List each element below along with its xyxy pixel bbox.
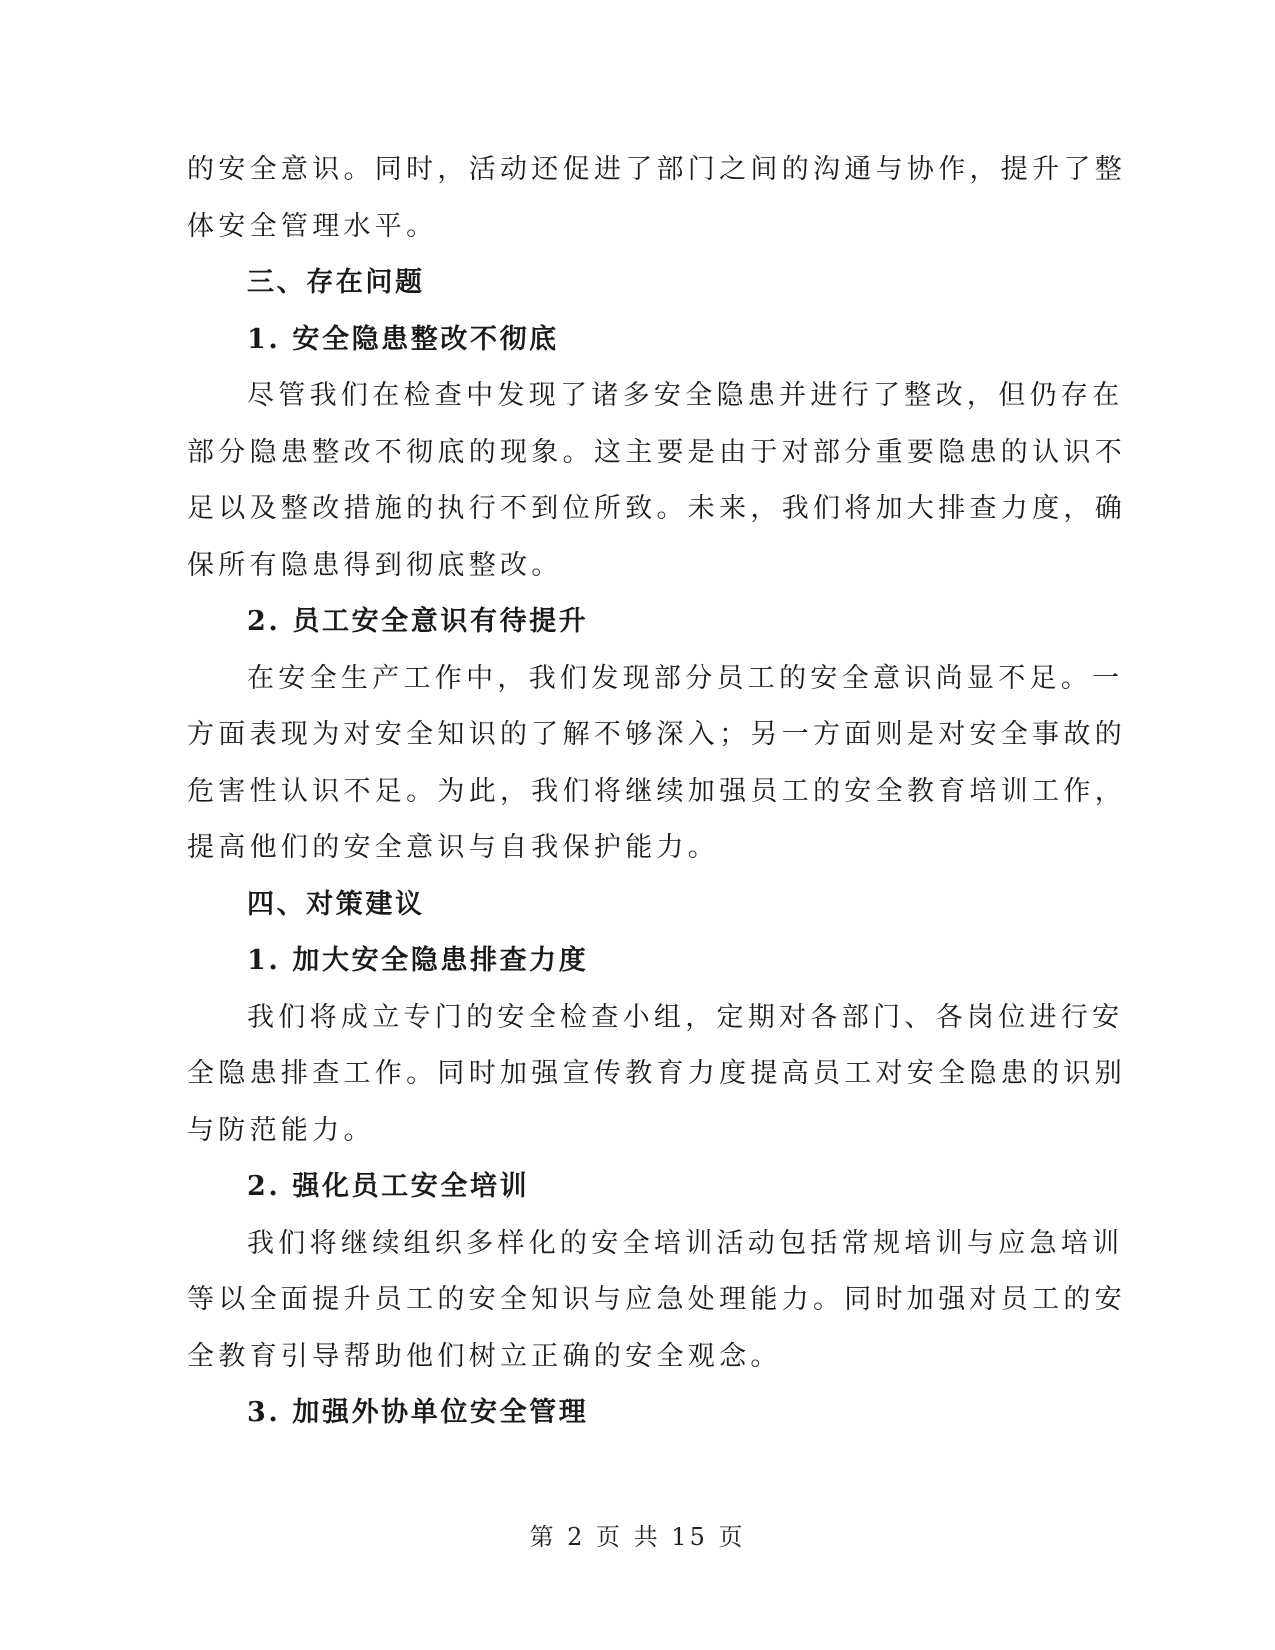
subsection-heading: 1. 加大安全隐患排查力度 [247, 945, 589, 976]
body-line: 方面表现为对安全知识的了解不够深入；另一方面则是对安全事故的 [187, 719, 1126, 750]
paragraph-first-line: 尽管我们在检查中发现了诸多安全隐患并进行了整改，但仍存在 [247, 380, 1124, 411]
body-line: 全教育引导帮助他们树立正确的安全观念。 [187, 1340, 782, 1372]
body-line: 的安全意识。同时，活动还促进了部门之间的沟通与协作，提升了整 [187, 154, 1126, 185]
body-line: 保所有隐患得到彻底整改。 [187, 549, 563, 581]
section-heading: 三、存在问题 [247, 267, 425, 298]
body-line: 体安全管理水平。 [187, 210, 438, 242]
paragraph-first-line: 我们将成立专门的安全检查小组，定期对各部门、各岗位进行安 [247, 1001, 1124, 1033]
body-line: 危害性认识不足。为此，我们将继续加强员工的安全教育培训工作， [187, 775, 1126, 807]
paragraph-first-line: 在安全生产工作中，我们发现部分员工的安全意识尚显不足。一 [247, 662, 1124, 694]
section-heading: 四、对策建议 [247, 888, 425, 920]
subsection-heading: 2. 员工安全意识有待提升 [247, 606, 589, 637]
page-number-footer: 第 2 页 共 15 页 [529, 1523, 746, 1551]
body-line: 等以全面提升员工的安全知识与应急处理能力。同时加强对员工的安 [187, 1284, 1126, 1315]
body-line: 与防范能力。 [187, 1114, 375, 1146]
body-line: 部分隐患整改不彻底的现象。这主要是由于对部分重要隐患的认识不 [187, 436, 1126, 468]
subsection-heading: 2. 强化员工安全培训 [247, 1171, 530, 1202]
body-line: 提高他们的安全意识与自我保护能力。 [187, 832, 720, 863]
paragraph-first-line: 我们将继续组织多样化的安全培训活动包括常规培训与应急培训 [247, 1227, 1124, 1259]
document-body [187, 142, 1126, 1442]
body-line: 足以及整改措施的执行不到位所致。未来，我们将加大排查力度，确 [187, 493, 1126, 524]
subsection-heading: 1. 安全隐患整改不彻底 [247, 323, 559, 355]
body-line: 全隐患排查工作。同时加强宣传教育力度提高员工对安全隐患的识别 [187, 1058, 1126, 1089]
subsection-heading: 3. 加强外协单位安全管理 [247, 1397, 589, 1428]
